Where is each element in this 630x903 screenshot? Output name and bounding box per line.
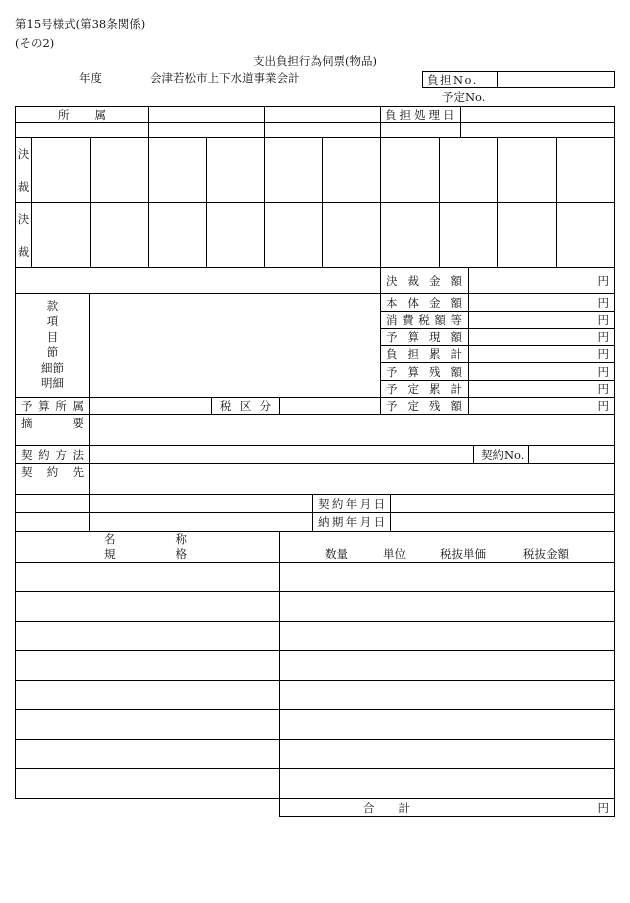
item-values-cell — [280, 622, 615, 651]
planned-cumulative-label-cell — [381, 381, 469, 398]
item-name-cell — [16, 769, 280, 799]
amount-header: 税抜金額 — [523, 547, 569, 561]
base-amount-value-cell — [469, 294, 615, 312]
yen-unit: 円 — [597, 330, 609, 344]
processing-date-label-cell — [381, 107, 461, 123]
delivery-date-value-cell — [391, 513, 615, 532]
affiliation-label: 所 属 — [58, 107, 106, 122]
contract-blank-cell — [16, 513, 90, 532]
approval-label-top: 決 — [17, 147, 30, 161]
approval-stamp-cell — [323, 203, 381, 268]
contract-date-value-cell — [391, 495, 615, 513]
yen-unit: 円 — [597, 399, 609, 413]
contract-blank-cell — [16, 495, 90, 513]
approval-stamp-cell — [557, 203, 615, 268]
item-name-cell — [16, 622, 280, 651]
contract-method-value-cell — [90, 446, 474, 464]
delivery-date-label: 納期年月日 — [318, 515, 388, 529]
form-title: 支出負担行為伺票(物品) — [253, 54, 377, 68]
approval-stamp-cell — [440, 138, 498, 203]
tax-category-value-cell — [280, 398, 381, 415]
planned-cumulative-value-cell — [469, 381, 615, 398]
contract-party-label: 契 約 先 — [21, 465, 84, 479]
item-name-cell — [16, 563, 280, 592]
budget-affiliation-value-cell — [90, 398, 212, 415]
yen-unit: 円 — [597, 347, 609, 361]
quantity-header: 数量 — [325, 547, 348, 561]
cumulative-commitment-label-cell — [381, 346, 469, 363]
affiliation-sub-cell — [265, 123, 381, 138]
approval-stamp-cell — [498, 138, 557, 203]
base-amount-label-cell — [381, 294, 469, 312]
yen-unit: 円 — [597, 273, 609, 288]
consumption-tax-label-cell — [381, 312, 469, 329]
approval-stamp-cell — [207, 138, 265, 203]
processing-date-sub-cell — [381, 123, 461, 138]
approval-stamp-cell — [265, 203, 323, 268]
approval-stamp-cell — [149, 203, 207, 268]
item-values-cell — [280, 740, 615, 769]
budget-code-label-cell — [16, 294, 90, 398]
approved-amount-label: 決 裁 金 額 — [386, 273, 462, 288]
planned-remaining-label-cell — [381, 398, 469, 415]
budget-code-label-kan: 款 — [46, 299, 59, 313]
contract-date-label-cell — [313, 495, 391, 513]
organization-name: 会津若松市上下水道事業会計 — [150, 71, 300, 85]
approval-stamp-cell — [207, 203, 265, 268]
approval-stamp-cell — [323, 138, 381, 203]
form-number: 第15号様式(第38条関係) — [15, 17, 146, 31]
item-total-row — [279, 798, 615, 817]
approval-stamp-cell — [91, 203, 149, 268]
tax-category-label-cell — [212, 398, 280, 415]
approval-stamp-cell — [149, 138, 207, 203]
item-values-cell — [280, 681, 615, 710]
affiliation-label-cell — [16, 107, 149, 123]
budget-code-labels — [16, 299, 89, 391]
approval-stamp-cell — [498, 203, 557, 268]
budget-remaining-value-cell — [469, 363, 615, 381]
approval-label-bottom: 裁 — [17, 245, 30, 259]
delivery-date-label-cell — [313, 513, 391, 532]
item-values-cell — [280, 769, 615, 799]
approval-stamp-cell — [91, 138, 149, 203]
contract-number-label-cell — [474, 446, 529, 464]
contract-number-value-cell — [529, 446, 615, 464]
yen-unit: 円 — [597, 364, 609, 379]
approval-stamp-cell — [440, 203, 498, 268]
budget-affiliation-label: 予 算 所 属 — [21, 399, 84, 413]
planned-remaining-label: 予 定 残 額 — [386, 399, 462, 413]
affiliation-sub-cell — [16, 123, 149, 138]
yen-unit: 円 — [597, 313, 609, 327]
item-values-header-cell — [280, 532, 615, 563]
summary-value-cell — [90, 415, 615, 446]
budget-remaining-label-cell — [381, 363, 469, 381]
approval-stamp-cell — [32, 138, 91, 203]
budget-remaining-label: 予 算 残 額 — [386, 364, 462, 379]
approval-stamp-cell — [557, 138, 615, 203]
unit-header: 単位 — [383, 547, 406, 561]
contract-blank-cell — [90, 495, 313, 513]
consumption-tax-value-cell — [469, 312, 615, 329]
item-name-cell — [16, 592, 280, 622]
item-values-cell — [280, 563, 615, 592]
contract-party-label-cell — [16, 464, 90, 495]
item-spec-header: 規 格 — [104, 547, 187, 561]
item-values-cell — [280, 651, 615, 681]
contract-date-label: 契約年月日 — [318, 496, 388, 511]
approved-amount-value-cell — [469, 268, 615, 294]
item-name-header-cell — [16, 532, 280, 563]
cumulative-commitment-value-cell — [469, 346, 615, 363]
fiscal-year-label: 年度 — [79, 71, 102, 85]
commitment-number-label: 負担No. — [427, 72, 478, 87]
item-name-cell — [16, 710, 280, 740]
current-budget-label-cell — [381, 329, 469, 346]
budget-code-label-meisai: 明細 — [41, 376, 64, 391]
commitment-number-box — [422, 71, 615, 88]
processing-date-label: 負担処理日 — [385, 107, 458, 122]
approval-label-cell — [16, 138, 32, 203]
budget-code-label-saisetsu: 細節 — [41, 360, 64, 375]
approval-stamp-cell — [32, 203, 91, 268]
contract-method-label-cell — [16, 446, 90, 464]
base-amount-label: 本 体 金 額 — [386, 295, 462, 310]
contract-method-label: 契 約 方 法 — [21, 447, 84, 462]
planned-cumulative-label: 予 定 累 計 — [386, 382, 462, 396]
item-name-cell — [16, 681, 280, 710]
yen-unit: 円 — [597, 295, 609, 310]
main-form-table — [15, 106, 615, 799]
processing-date-value-cell — [461, 107, 615, 123]
approval-label-bottom: 裁 — [17, 180, 30, 194]
affiliation-value-cell — [265, 107, 381, 123]
processing-date-sub-cell — [461, 123, 615, 138]
item-values-cell — [280, 710, 615, 740]
approval-label-cell — [16, 203, 32, 268]
contract-party-value-cell — [90, 464, 615, 495]
budget-code-label-moku: 目 — [46, 329, 59, 344]
unit-price-header: 税抜単価 — [440, 547, 486, 561]
tax-category-label: 税 区 分 — [220, 399, 271, 413]
budget-code-value-cell — [90, 294, 381, 398]
approval-stamp-cell — [265, 138, 323, 203]
current-budget-label: 予 算 現 額 — [386, 330, 462, 344]
item-name-cell — [16, 651, 280, 681]
budget-affiliation-label-cell — [16, 398, 90, 415]
contract-number-label: 契約No. — [481, 447, 525, 462]
approval-label-top: 決 — [17, 212, 30, 226]
budget-code-label-setsu: 節 — [46, 345, 59, 360]
item-values-cell — [280, 592, 615, 622]
item-total-label: 合 計 — [363, 800, 410, 815]
summary-label: 摘 要 — [21, 416, 84, 430]
approval-stamp-cell — [381, 138, 440, 203]
approved-amount-blank-cell — [16, 268, 381, 294]
consumption-tax-label: 消 費 税 額 等 — [386, 313, 462, 327]
affiliation-sub-cell — [149, 123, 265, 138]
budget-code-label-kou: 項 — [46, 314, 59, 329]
summary-label-cell — [16, 415, 90, 446]
cumulative-commitment-label: 負 担 累 計 — [386, 347, 462, 361]
planned-remaining-value-cell — [469, 398, 615, 415]
item-name-header: 名 称 — [104, 532, 187, 546]
form-sub-number: (その2) — [15, 36, 55, 50]
yen-unit: 円 — [597, 800, 609, 815]
commitment-number-divider — [497, 72, 498, 87]
current-budget-value-cell — [469, 329, 615, 346]
approved-amount-label-cell — [381, 268, 469, 294]
approval-stamp-cell — [381, 203, 440, 268]
affiliation-value-cell — [149, 107, 265, 123]
item-name-cell — [16, 740, 280, 769]
planned-number-label: 予定No. — [442, 90, 486, 104]
yen-unit: 円 — [597, 382, 609, 396]
contract-blank-cell — [90, 513, 313, 532]
